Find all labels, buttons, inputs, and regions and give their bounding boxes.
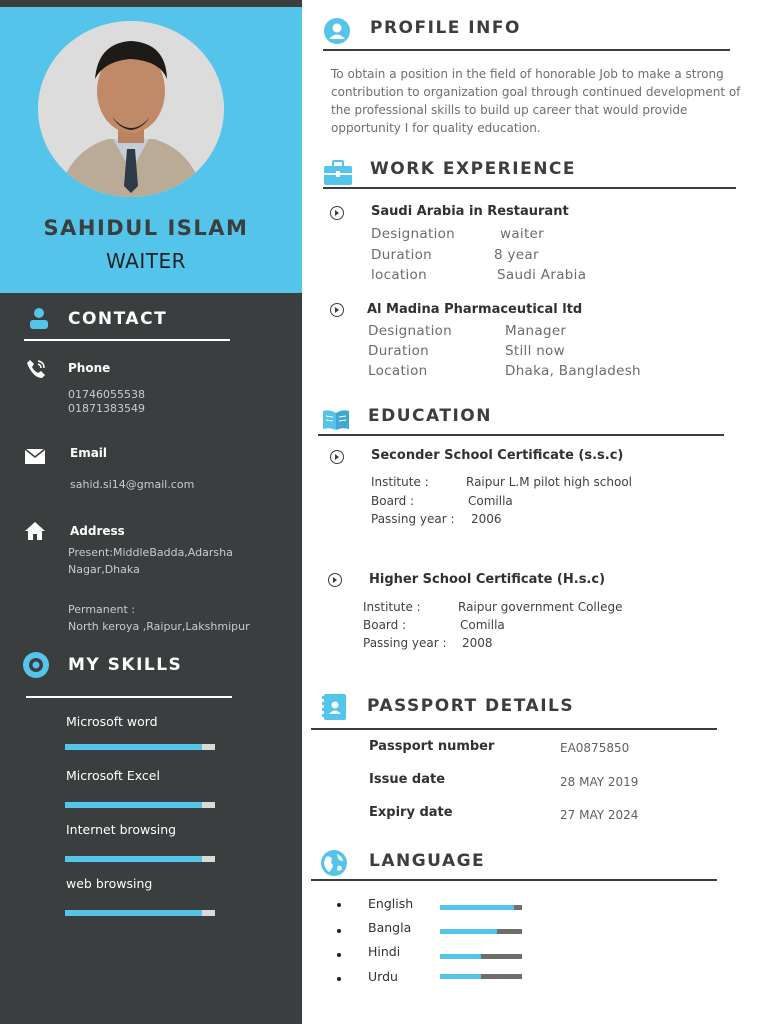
language-bar-fill (440, 974, 481, 979)
book-icon (322, 409, 350, 431)
avatar (38, 21, 224, 197)
language-bullet (337, 903, 341, 907)
skills-divider (26, 696, 232, 698)
language-bar (440, 905, 522, 910)
skill-bar (65, 856, 215, 862)
address-present-2: Nagar,Dhaka (68, 563, 140, 576)
skill-bar (65, 910, 215, 916)
job-field-value: Saudi Arabia (497, 267, 587, 283)
job-field-value: Still now (505, 343, 565, 359)
passport-field-label: Passport number (369, 739, 495, 754)
play-circle-icon (330, 303, 344, 317)
skill-label: web browsing (66, 876, 153, 891)
skill-label: Internet browsing (66, 822, 177, 837)
job-field-label: Designation (368, 323, 453, 339)
education-field-label: Institute : (371, 475, 429, 489)
skill-label: Microsoft word (66, 714, 158, 729)
email-value: sahid.si14@gmail.com (70, 478, 195, 491)
job-field-value: Dhaka, Bangladesh (505, 363, 641, 379)
phone-label: Phone (68, 361, 111, 375)
person-title: WAITER (105, 249, 186, 273)
education-field-label: Board : (371, 494, 415, 508)
person-name: SAHIDUL ISLAM (43, 216, 249, 240)
skill-bar-fill (65, 856, 202, 862)
language-bar-fill (440, 929, 497, 934)
profile-divider (323, 49, 730, 51)
education-title: Higher School Certificate (H.s.c) (369, 572, 606, 587)
passport-field-label: Issue date (369, 772, 446, 787)
job-field-label: Duration (371, 247, 433, 263)
home-icon (24, 521, 46, 541)
language-name: Hindi (368, 944, 401, 959)
skill-bar (65, 744, 215, 750)
phone-number-1: 01746055538 (68, 388, 145, 401)
skill-bar-fill (65, 744, 202, 750)
passport-field-value: EA0875850 (560, 741, 630, 755)
passport-heading: PASSPORT DETAILS (367, 696, 575, 716)
education-field-value: Raipur government College (458, 600, 623, 614)
skills-heading: MY SKILLS (68, 655, 183, 675)
passport-icon (321, 693, 347, 721)
contact-heading: CONTACT (68, 309, 168, 329)
passport-field-label: Expiry date (369, 805, 453, 820)
work-divider (323, 187, 736, 189)
skill-bar (65, 802, 215, 808)
education-field-value: Raipur L.M pilot high school (466, 475, 632, 489)
education-field-label: Passing year : (363, 636, 447, 650)
job-company: Al Madina Pharmaceutical ltd (367, 302, 583, 317)
address-present-1: Present:MiddleBadda,Adarsha (68, 546, 233, 559)
passport-divider (311, 728, 717, 730)
education-heading: EDUCATION (368, 406, 492, 426)
job-field-value: waiter (500, 226, 545, 242)
language-bar (440, 954, 522, 959)
job-field-label: Duration (368, 343, 430, 359)
language-bar-fill (440, 954, 481, 959)
language-bullet (337, 929, 341, 933)
address-label: Address (70, 524, 125, 538)
education-field-label: Passing year : (371, 512, 455, 526)
skills-icon (22, 651, 50, 679)
skill-bar-fill (65, 802, 202, 808)
language-bullet (337, 977, 341, 981)
language-divider (311, 879, 717, 881)
education-field-label: Institute : (363, 600, 421, 614)
play-circle-icon (330, 206, 344, 220)
profile-text: To obtain a position in the field of honorable Job to make a strong contribution to organization goal through continued development of the professional skills to build up career that would provide opportunity I for quality education. (331, 67, 741, 135)
contact-divider (24, 339, 230, 341)
email-icon (24, 446, 46, 466)
education-field-value: Comilla (468, 494, 513, 508)
language-bar (440, 929, 522, 934)
play-circle-icon (330, 450, 344, 464)
language-name: English (368, 896, 414, 911)
job-company: Saudi Arabia in Restaurant (371, 204, 569, 219)
education-field-label: Board : (363, 618, 407, 632)
job-field-label: Location (368, 363, 428, 379)
education-divider (318, 434, 724, 436)
education-field-value: 2008 (462, 636, 493, 650)
language-name: Bangla (368, 920, 412, 935)
education-field-value: 2006 (471, 512, 502, 526)
play-circle-icon (328, 573, 342, 587)
passport-field-value: 27 MAY 2024 (560, 808, 639, 822)
language-bullet (337, 953, 341, 957)
address-permanent-label: Permanent : (68, 603, 136, 616)
profile-heading: PROFILE INFO (370, 18, 521, 38)
language-name: Urdu (368, 969, 398, 984)
skill-bar-fill (65, 910, 202, 916)
education-title: Seconder School Certificate (s.s.c) (371, 448, 624, 463)
skill-label: Microsoft Excel (66, 768, 160, 783)
email-label: Email (70, 446, 108, 460)
passport-field-value: 28 MAY 2019 (560, 775, 639, 789)
language-heading: LANGUAGE (369, 851, 486, 871)
language-bar (440, 974, 522, 979)
phone-number-2: 01871383549 (68, 402, 145, 415)
job-field-label: Designation (371, 226, 456, 242)
briefcase-icon (323, 160, 353, 186)
job-field-value: Manager (505, 323, 567, 339)
address-permanent: North keroya ,Raipur,Lakshmipur (68, 620, 250, 633)
work-heading: WORK EXPERIENCE (370, 159, 577, 179)
education-field-value: Comilla (460, 618, 505, 632)
job-field-label: location (371, 267, 427, 283)
language-bar-fill (440, 905, 514, 910)
profile-icon (323, 17, 351, 45)
job-field-value: 8 year (494, 247, 539, 263)
user-icon (28, 307, 50, 329)
phone-icon (25, 358, 47, 380)
globe-icon (320, 849, 348, 877)
